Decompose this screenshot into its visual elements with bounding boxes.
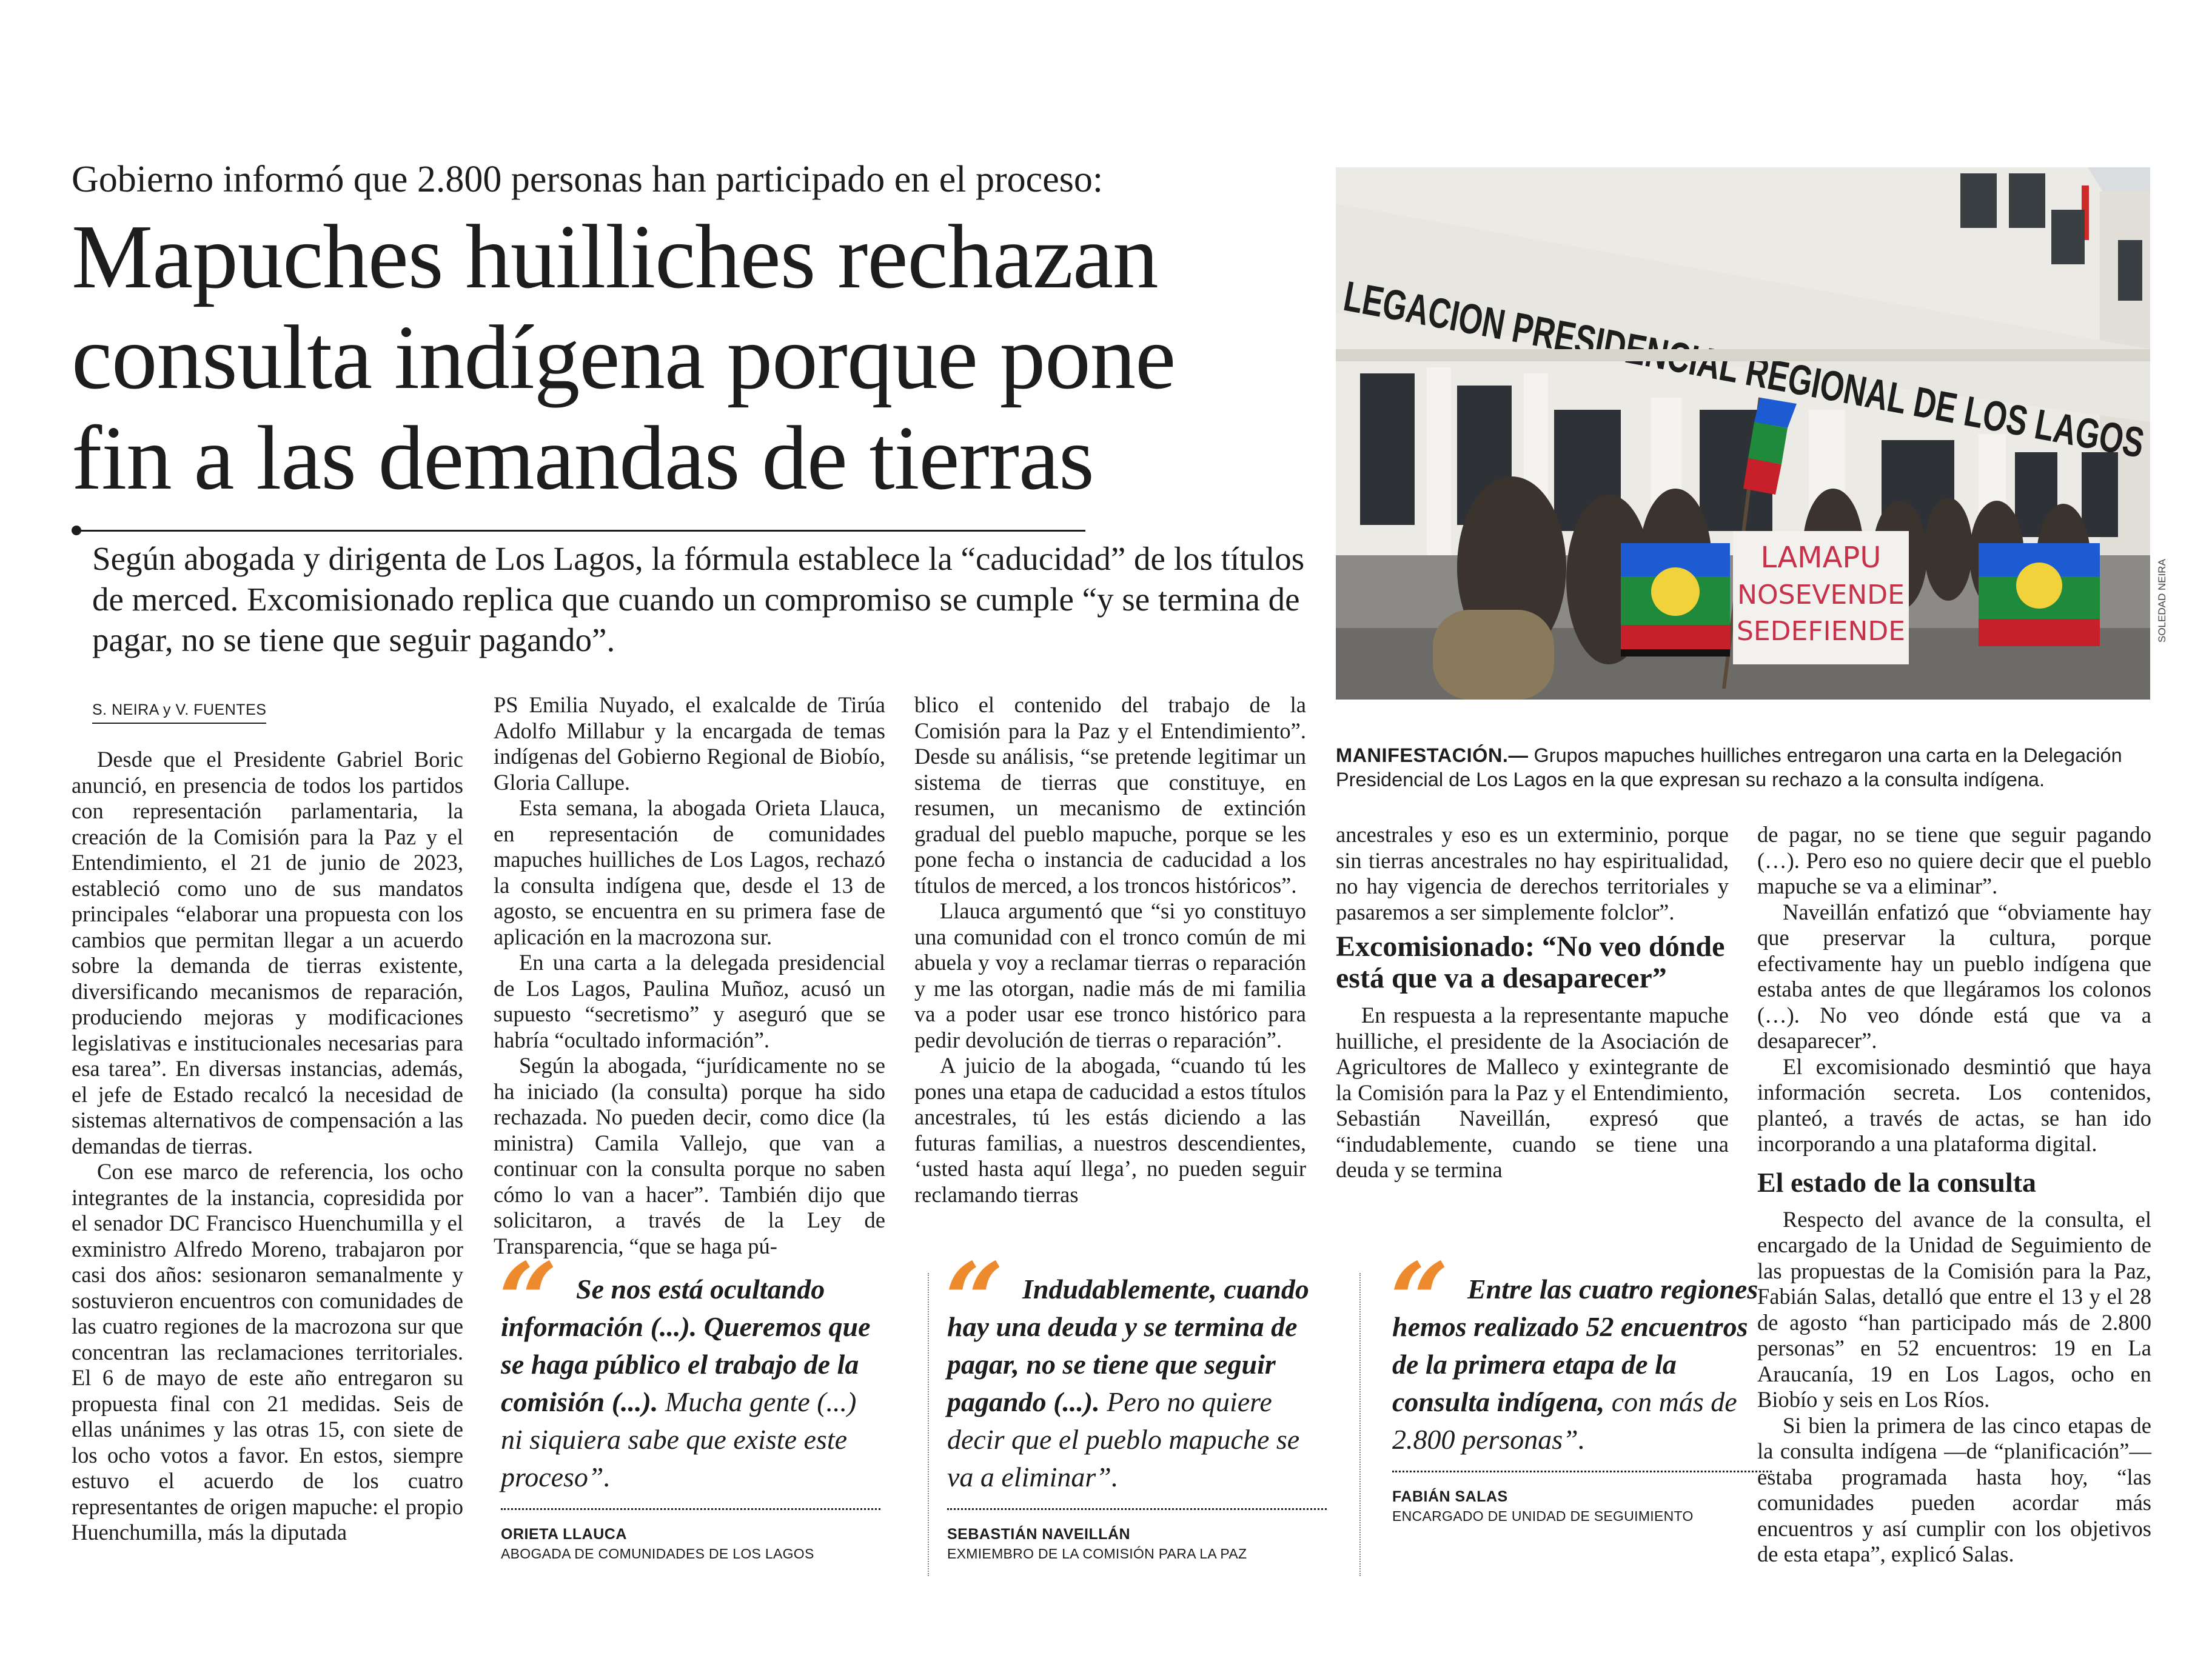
paragraph: Con ese marco de referencia, los ocho integrantes de la instancia, copresidida por el senador DC Francisco Huenchumilla y el exministro Alfredo Moreno, trabajaron por casi dos años: sesionaron semanalmente y sostuvieron encuentros con comunidades de las cuatro regiones de la macrozona sur que concentran las reclamaciones territoriales. El 6 de mayo de este año entregaron su propuesta final con 21 medidas. Seis de ellas unánimes y las otras 15, con siete de los ocho votos a favor. En estos, siempre estuvo el acuerdo de los cuatro representantes de origen mapuche: el propio Huenchumilla, más la diputada: [72, 1159, 463, 1545]
paragraph: Desde que el Presidente Gabriel Boric anunció, en presencia de todos los partidos con representación parlamentaria, la creación de la Comisión para la Paz y el Entendimiento, el 21 de junio de 2023, estableció como uno de sus mandatos principales “elaborar una propuesta con los cambios que permitan llegar a un acuerdo sobre la demanda de tierras existente, diversificando mecanismos de reparación, produciendo mejoras y modificaciones legislativas e institucionales necesarias para esa tarea”. En diversas instancias, además, el jefe de Estado recalcó la necesidad de sistemas alternativos de compensación a las demandas de tierras.: [72, 747, 463, 1158]
byline: S. NEIRA y V. FUENTES: [92, 701, 266, 724]
column-3: [914, 692, 1306, 1208]
paragraph: Llauca argumentó que “si yo constituyo una comunidad con el tronco común de mi abuela y voy a reclamar tierras o reparación y me las otorgan, nadie más de mi familia va a poder usar ese tronco histórico para pedir devolución de tierras o reparación”.: [914, 898, 1306, 1052]
mapuche-flag-right: [1979, 543, 2100, 646]
quote-mark-icon: “: [498, 1240, 545, 1361]
section-heading: El estado de la consulta: [1757, 1166, 2037, 1198]
banner-line: NOSEVENDE: [1737, 580, 1905, 610]
quote-author-role: EXMIEMBRO DE LA COMISIÓN PARA LA PAZ: [947, 1546, 1247, 1562]
protest-photo-illustration: [1336, 167, 2150, 700]
quote-rest: Mucha gente (...) ni siquiera sabe que existe este proceso”.: [501, 1386, 857, 1492]
quote-author: SEBASTIÁN NAVEILLÁN: [947, 1526, 1131, 1543]
headline-line: fin a las demandas de tierras: [72, 407, 1094, 509]
quote-rest: con más de 2.800 personas”.: [1392, 1386, 1737, 1455]
column-4: [1336, 822, 1729, 1183]
article-subhead: Según abogada y dirigenta de Los Lagos, la fórmula establece la “caducidad” de los títulos de merced. Excomisionado replica que cuando un compromiso se cumple “y se termina de pagar, no se tiene que seguir pagando”.: [92, 540, 1305, 658]
article-headline: [72, 206, 1327, 508]
paragraph: A juicio de la abogada, “cuando tú les pones una etapa de caducidad a estos títulos ancestrales, tú les estás diciendo a las futuras familias, a nuestros descendientes, ‘usted hasta aquí llega’, no pueden seguir reclamando tierras: [914, 1053, 1306, 1207]
canopy: [1336, 349, 2150, 361]
quote-author-role: ABOGADA DE COMUNIDADES DE LOS LAGOS: [501, 1546, 814, 1562]
paragraph: ancestrales y eso es un exterminio, porque sin tierras ancestrales no hay espiritualidad, no hay vigencia de derechos territoriales y pasaremos a ser simplemente folclor”.: [1336, 822, 1729, 924]
protest-banner: [1733, 531, 1909, 664]
quote-rule: [947, 1508, 1327, 1510]
quote-text: [947, 1271, 1327, 1496]
quote-bold: Indudablemente, cuando hay una deuda y se termina de pagar, no se tiene que seguir pagando (...).: [947, 1274, 1309, 1417]
headline-line: Mapuches huilliches rechazan: [72, 205, 1158, 307]
column-5: [1757, 822, 2151, 1568]
photo-caption: [1336, 743, 2150, 792]
quote-author-role: ENCARGADO DE UNIDAD DE SEGUIMIENTO: [1392, 1508, 1694, 1524]
paragraph: Según la abogada, “jurídicamente no se ha iniciado (la consulta) porque ha sido rechazada. No pueden decir, como dice (la ministra) Camila Vallejo, que van a continuar con la consulta porque no saben cómo lo van a hacer”. También dijo que solicitaron, a través de la Ley de Transparencia, “que se haga pú-: [494, 1053, 885, 1258]
banner-line: SEDEFIENDE: [1736, 616, 1906, 647]
column-1: [72, 747, 463, 1546]
paragraph: Si bien la primera de las cinco etapas de la consulta indígena —de “planificación”— estaba programada hasta hoy, “las comunidades pueden acordar más encuentros y así cumplir con los objetivos de esta etapa”, explicó Salas.: [1757, 1412, 2151, 1566]
mapuche-flag-left: [1621, 543, 1730, 656]
quote-mark-icon: “: [1390, 1240, 1436, 1361]
quote-author: ORIETA LLAUCA: [501, 1526, 627, 1543]
pull-quote: [1390, 1240, 1772, 1525]
kultrun-emblem: [2016, 563, 2062, 609]
banner-line: LAMAPU: [1760, 541, 1882, 575]
quote-separator: [928, 1273, 929, 1576]
caption-text: Grupos mapuches huilliches entregaron una carta en la Delegación Presidencial de Los Lagos en la que expresan su rechazo a la consulta indígena.: [1336, 744, 2122, 790]
pull-quote: [945, 1240, 1327, 1562]
paragraph: El excomisionado desmintió que haya información secreta. Los contenidos, planteó, a través de actas, se han ido incorporando a una plataforma digital.: [1757, 1054, 2151, 1156]
quote-separator: [1359, 1273, 1361, 1576]
quote-bold: Entre las cuatro regiones hemos realizado 52 encuentros de la primera etapa de la consulta indígena,: [1392, 1274, 1758, 1417]
paragraph: PS Emilia Nuyado, el exalcalde de Tirúa Adolfo Millabur y la encargada de temas indígenas del Gobierno Regional de Biobío, Gloria Callupe.: [494, 692, 885, 795]
quote-rest: Pero no quiere decir que el pueblo mapuche se va a eliminar”.: [947, 1386, 1300, 1492]
quote-bold: Se nos está ocultando información (...). Queremos que se haga público el trabajo de la comisión (...).: [501, 1274, 871, 1417]
quote-rule: [501, 1508, 880, 1510]
news-photo: [1336, 167, 2150, 700]
paragraph: Naveillán enfatizó que “obviamente hay que preservar la cultura, porque efectivamente hay un pueblo indígena que estaba antes de que llegáramos los colonos (…). No veo dónde está que va a desaparecer”.: [1757, 899, 2151, 1053]
quote-text: [501, 1271, 880, 1496]
flag-stripe: [1621, 649, 1730, 656]
article-kicker: Gobierno informó que 2.800 personas han participado en el proceso:: [72, 159, 1104, 200]
paragraph: Esta semana, la abogada Orieta Llauca, en representación de comunidades mapuches huilliches de Los Lagos, rechazó la consulta indígena que, desde el 13 de agosto, se encuentra en su primera fase de aplicación en la macrozona sur.: [494, 795, 885, 949]
headline-line: consulta indígena porque pone: [72, 306, 1176, 408]
quote-text: [1392, 1271, 1772, 1458]
backpack: [1433, 610, 1554, 700]
paragraph: de pagar, no se tiene que seguir pagando (…). Pero eso no quiere decir que el pueblo mapuche se va a eliminar”.: [1757, 822, 2151, 898]
quote-author: FABIÁN SALAS: [1392, 1488, 1508, 1505]
headline-divider: [72, 523, 1085, 538]
caption-label: MANIFESTACIÓN.—: [1336, 744, 1529, 766]
quote-mark-icon: “: [945, 1240, 991, 1361]
column-2: [494, 692, 885, 1259]
divider-line: [76, 530, 1085, 532]
paragraph: En respuesta a la representante mapuche huilliche, el presidente de la Asociación de Agricultores de Malleco y exintegrante de la Comisión para la Paz y el Entendimiento, Sebastián Naveillán, expresó que “indudablemente, cuando se tiene una deuda y se termina: [1336, 1003, 1729, 1182]
quote-rule: [1392, 1471, 1772, 1472]
kultrun-emblem: [1651, 567, 1700, 616]
pull-quote: [498, 1240, 880, 1562]
paragraph: Respecto del avance de la consulta, el encargado de la Unidad de Seguimiento de las propuestas de la Comisión para la Paz, Fabián Salas, detalló que entre el 13 y el 28 de agosto “han participado más de 2.800 personas” en 52 encuentros: 19 en La Araucanía, 19 en Los Lagos, ocho en Biobío y seis en Los Ríos.: [1757, 1206, 2151, 1412]
paragraph: En una carta a la delegada presidencial de Los Lagos, Paulina Muñoz, acusó un supuesto “secretismo” y aseguró que se habría “ocultado información”.: [494, 950, 885, 1052]
section-heading: Excomisionado: “No veo dónde está que va a desaparecer”: [1336, 930, 1725, 994]
paragraph: blico el contenido del trabajo de la Comisión para la Paz y el Entendimiento”. Desde su análisis, “se pretende legitimar un sistema de tierras que constituye, en resumen, un mecanismo de extinción gradual del pueblo mapuche, porque se les pone fecha o instancia de caducidad a los títulos de merced, a los troncos históricos”.: [914, 692, 1306, 898]
photo-credit: SOLEDAD NEIRA: [2156, 559, 2168, 643]
